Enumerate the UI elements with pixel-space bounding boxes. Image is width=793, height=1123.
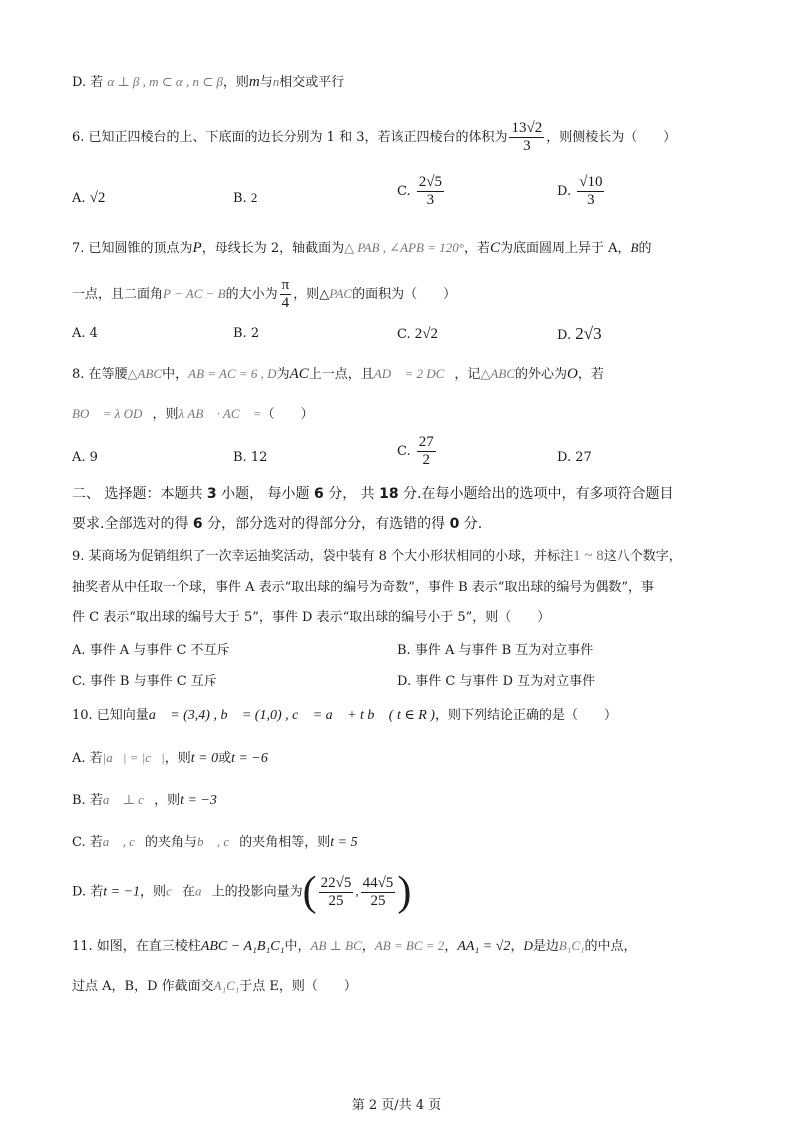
q7-stem-line2 [72,277,456,312]
q11-line2a: 过点 A，B，D 作截面交 [72,979,214,994]
q6-d-num: √10 [579,174,603,190]
q8-line2d: （ ） [261,407,314,422]
q8-abc: △ABC [127,366,163,381]
q10-c3: 的夹角相等，则 [239,835,331,850]
q8-c-den: 2 [422,452,431,468]
q6-option-a [72,188,105,209]
q10-b1: B. 若 [72,793,103,808]
q5-option-d [72,72,344,93]
q5d-rest: 相交或平行 [279,75,345,90]
q10-d-a: a⃗ [194,883,212,899]
section2-line1 [72,484,674,504]
q7-option-c [397,324,438,345]
sec2-l1b: 小题， 每小题 [216,486,315,502]
q8-bo-eq: BO⃗ = λ OD⃗ [72,406,153,421]
q7-option-a: A. 4 [72,326,98,341]
q8-abc2: △ABC [480,366,515,381]
q10-text2: ，则下列结论正确的是（ ） [434,708,617,723]
q6-text2: ，则侧棱长为（ ） [546,130,677,145]
q11-aa1: AA₁ = √2 [457,939,511,954]
q10-d-frac1 [319,875,354,910]
q10-c-v2: b⃗ , c⃗ [197,834,240,849]
page-footer: 第 2 页/共 4 页 [351,1098,442,1113]
q7-text5: 的 [638,241,652,256]
sec2-n1: 3 [206,486,217,502]
q7-dihedral: P − AC − B [163,286,226,301]
q7-option-b: B. 2 [233,326,260,341]
q8-c-num: 27 [418,434,434,450]
q10-d-t: t = −1 [103,884,141,900]
q8-text1: 8. 在等腰 [72,367,128,382]
q11-text3: ， [361,939,375,954]
sec2-n2: 6 [314,486,324,502]
sec2-n5: 0 [449,516,460,532]
q10-a1: A. 若 [72,751,103,766]
sec2-l1d: 分.在每小题给出的选项中，有多项符合题目 [398,486,674,502]
q9-stem-line1 [72,546,682,567]
sec2-l1a: 二、 选择题：本题共 [72,486,207,502]
q10-a2: ，则 [164,751,191,766]
q10-option-d [72,869,412,915]
q8-text6: 的外心为 [515,367,568,382]
q10-right-paren: ) [397,869,412,915]
q7-line2c: ，则△ [293,287,330,302]
q10-c2: 的夹角与 [145,835,198,850]
q9-option-d: D. 事件 C 与事件 D 互为对立事件 [397,674,596,689]
q10-option-c [72,832,358,853]
q6-c-label: C. [397,184,411,199]
q10-a3: 或 [218,751,232,766]
q8-stem-line2 [72,404,314,425]
q10-option-b [72,790,217,811]
q8-c-label: C. [397,444,411,459]
q11-stem-line1 [72,936,637,957]
sec2-l1c: 分， 共 [323,486,380,502]
q10-stem [72,706,617,726]
q8-o: O [567,366,578,382]
q11-text4: ， [444,939,458,954]
q11-d: D [523,938,533,953]
q8-option-b: B. 12 [233,450,268,465]
q10-d-c: c⃗ [166,883,182,899]
q11-text2: 中， [284,939,311,954]
q10-c-v1: a⃗ , c⃗ [102,834,145,849]
q7-d-value: 2√3 [575,324,602,343]
q10-text1: 10. 已知向量 [72,708,149,723]
q6-d-label: D. [557,184,572,199]
q10-vectors: a⃗ = (3,4) , b⃗ = (1,0) , c⃗ = a⃗ + t b⃗ ( t ∈ R ) [148,708,435,723]
q6-vol-num: 13√2 [511,120,543,136]
q10-d4: 上的投影向量为 [211,884,303,900]
q7-triangle: △ PAB , ∠APB = 120° [344,240,464,255]
q6-c-den: 3 [426,192,435,208]
q9-option-a: A. 事件 A 与事件 C 不互斥 [72,643,230,658]
q6-b-value: 2 [250,190,258,205]
q8-text7: ，若 [577,367,604,382]
q6-c-fraction [417,174,444,209]
q7-text2: ，母线长为 2，轴截面为 [201,241,345,256]
q6-d-fraction [577,174,604,209]
q8-text2: 中， [162,367,189,382]
q7-pi-den: 4 [281,295,290,311]
q8-option-c [397,434,438,469]
q10-d3: 在 [181,884,195,900]
q10-d-d2: 25 [370,892,386,909]
sec2-l2b: 分，部分选对的得部分分，有选错的得 [202,516,450,532]
q10-comma: , [355,883,359,899]
q8-text5: ，记 [454,367,481,382]
q9-stem-line3: 件 C 表示“取出球的编号大于 5”，事件 D 表示“取出球的编号小于 5”，则（ ） [72,610,551,625]
q7-pi-num: π [281,277,290,293]
q10-a-t1: t = 0 [190,751,219,766]
sec2-n4: 6 [192,516,203,532]
q7-p: P [192,240,202,256]
q10-d-n2: 44√5 [362,874,394,891]
q7-c-label: C. [397,327,411,342]
q5d-with: 与 [259,75,273,90]
q10-d1: D. 若 [72,884,104,900]
q8-text3: 为 [276,367,290,382]
q7-line2d: 的面积为（ ） [352,287,457,302]
q6-vol-den: 3 [523,138,531,154]
q8-line2b: ，则 [152,407,179,422]
q6-c-num: 2√5 [418,174,442,190]
q10-b-t: t = −3 [180,793,217,808]
q10-left-paren: ( [302,869,317,915]
q11-text6: 是边 [532,939,559,954]
sec2-l2c: 分. [459,516,483,532]
q8-condition: AB = AC = 6 , D [188,366,277,381]
q11-prism: ABC − A₁B₁C₁ [200,939,285,954]
q7-text1: 7. 已知圆锥的顶点为 [72,241,193,256]
q5d-condition: α ⊥ β , m ⊂ α , n ⊂ β [107,74,223,89]
q6-a-label: A. [72,191,86,206]
q6-volume-fraction [509,120,544,155]
q6-text1: 6. 已知正四棱台的上、下底面的边长分别为 1 和 3，若该正四棱台的体积为 [72,130,508,145]
q10-d-frac2 [361,875,396,910]
q6-d-den: 3 [587,192,595,208]
q11-a1c1: A₁C₁ [213,978,240,993]
q10-d2: ，则 [140,884,167,900]
q6-a-value: √2 [89,190,106,206]
q8-option-a: A. 9 [72,450,98,465]
q8-vector-eq: AD⃗ = 2 DC⃗ [373,366,455,381]
q7-c: C [489,240,500,256]
q10-c-t: t = 5 [330,835,358,850]
q11-b1c1: B₁C₁ [558,938,585,953]
q7-text3: ，若 [463,241,490,256]
q7-text4: 为底面圆周上异于 A， [500,241,631,256]
q11-stem-line2 [72,976,357,997]
q11-perp: AB ⊥ BC [310,938,362,953]
q11-text7: 的中点， [584,939,637,954]
q10-d-n1: 22√5 [320,874,352,891]
q10-b2: ，则 [154,793,181,808]
q7-b: B [630,240,639,255]
q10-b-cond: a⃗ ⊥ c⃗ [102,792,155,807]
q10-a-cond: |a⃗| = |c⃗| [102,750,165,765]
q9-stem-line2: 抽奖者从中任取一个球，事件 A 表示“取出球的编号为奇数”，事件 B 表示“取出球的编号为偶数”，事 [72,580,655,595]
q9-range: 1 ~ 8 [573,548,604,564]
q6-stem [72,120,676,155]
sec2-n3: 18 [379,486,399,502]
q5d-prefix: D. 若 [72,75,104,90]
q7-pi-fraction [280,277,292,312]
q8-option-d: D. 27 [557,450,592,465]
sec2-l2a: 要求.全部选对的得 [72,516,193,532]
q10-c1: C. 若 [72,835,103,850]
q9-option-c: C. 事件 B 与事件 C 互斥 [72,674,217,689]
q7-option-d [557,324,602,346]
q10-d-d1: 25 [328,892,344,909]
q7-pac: PAC [329,286,353,301]
q9-line1: 9. 某商场为促销组织了一次幸运抽奖活动，袋中装有 8 个大小形状相同的小球，并标注 [72,549,574,564]
q11-text5: ， [510,939,524,954]
q7-line2b: 的大小为 [225,287,278,302]
q11-text1: 11. 如图，在直三棱柱 [72,939,201,954]
q8-c-fraction [417,434,436,469]
q7-line2a: 一点，且二面角 [72,287,164,302]
q5d-m: m [248,74,260,90]
q9-option-b: B. 事件 A 与事件 B 互为对立事件 [397,643,594,658]
q8-stem-line1 [72,364,604,385]
q6-option-c [397,174,446,209]
q9-line1b: 这八个数字， [603,549,682,564]
q10-a-t2: t = −6 [231,751,268,766]
q7-d-label: D. [557,328,572,343]
q8-text4: 上一点，且 [308,367,374,382]
q11-line2b: 于点 E，则（ ） [239,979,357,994]
q7-stem-line1 [72,238,652,259]
q5d-then: ，则 [222,75,249,90]
q8-lambda-expr: λ AB⃗ · AC⃗ = [178,406,262,421]
q5d-n: n [272,74,280,89]
q6-b-label: B. [233,191,247,206]
q7-c-value: 2√2 [414,326,438,342]
q6-option-b [233,188,257,209]
q6-option-d [557,174,606,209]
q11-eq: AB = BC = 2 [374,938,445,953]
q10-option-a [72,748,268,769]
section2-line2 [72,514,482,534]
q8-ac: AC [289,366,309,382]
